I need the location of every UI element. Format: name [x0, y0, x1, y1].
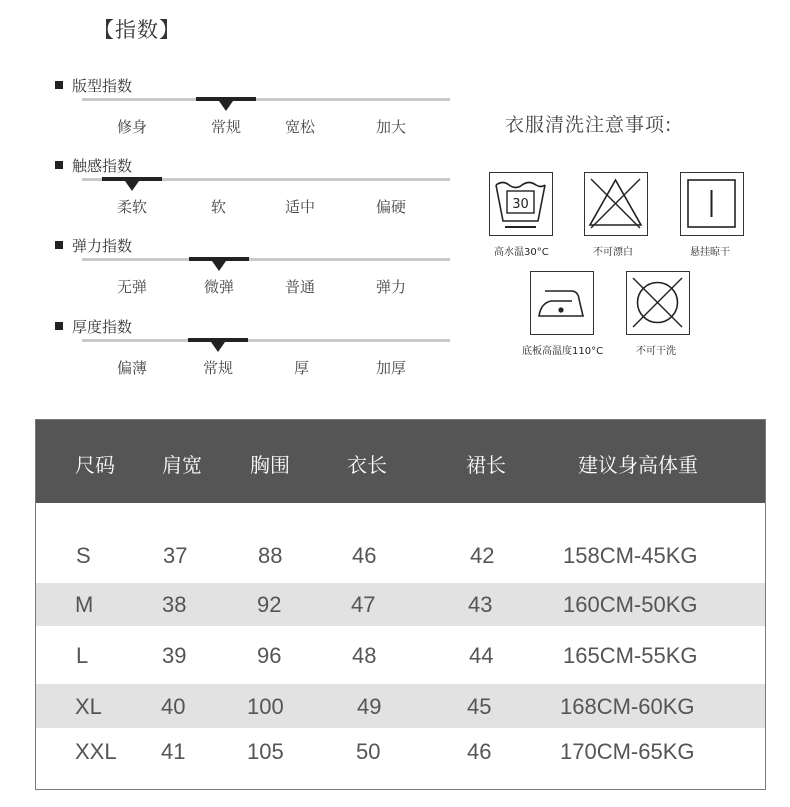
thickness-index-label: 厚度指数 [55, 316, 132, 337]
cell-size: S [76, 543, 91, 568]
wash-30-icon [489, 172, 553, 236]
cell-recommended: 168CM-60KG [560, 694, 695, 719]
cell-shoulder: 39 [162, 643, 187, 668]
cell-skirt-length: 45 [467, 694, 492, 719]
cell-length: 48 [352, 643, 377, 668]
no-bleach-caption: 不可漂白 [593, 247, 633, 258]
cell-size: XXL [75, 739, 117, 764]
bullet-square-icon [55, 322, 63, 330]
cell-size: M [75, 592, 94, 617]
cell-skirt-length: 46 [467, 739, 492, 764]
fit-option-2: 常规 [211, 118, 242, 136]
no-bleach-icon [584, 172, 648, 236]
touch-option-2: 软 [211, 198, 227, 216]
cell-length: 47 [351, 592, 376, 617]
stretch-option-2: 微弹 [204, 278, 235, 296]
cell-chest: 92 [257, 592, 282, 617]
header-length: 衣长 [347, 453, 387, 477]
thickness-option-2: 常规 [203, 359, 234, 377]
fit-index-track [82, 98, 450, 101]
header-skirt-length: 裙长 [466, 453, 506, 477]
cell-shoulder: 40 [161, 694, 186, 719]
cell-recommended: 158CM-45KG [563, 543, 698, 568]
fit-option-3: 宽松 [285, 118, 316, 136]
cell-chest: 96 [257, 643, 282, 668]
cell-shoulder: 41 [161, 739, 186, 764]
thickness-index [55, 316, 450, 386]
thickness-index-marker [188, 338, 248, 342]
touch-index [55, 155, 450, 225]
table-row [36, 684, 765, 728]
cell-recommended: 170CM-65KG [560, 739, 695, 764]
iron-icon [530, 271, 594, 335]
cell-shoulder: 38 [162, 592, 187, 617]
fit-option-1: 修身 [117, 118, 148, 136]
thickness-option-3: 厚 [294, 359, 310, 377]
stretch-option-3: 普通 [285, 278, 316, 296]
table-row [36, 728, 765, 790]
table-row [36, 528, 765, 583]
table-row [36, 626, 765, 684]
cell-chest: 88 [258, 543, 283, 568]
cell-chest: 100 [247, 694, 284, 719]
thickness-option-1: 偏薄 [117, 359, 148, 377]
care-title: 衣服清洗注意事项: [505, 114, 673, 136]
cell-recommended: 165CM-55KG [563, 643, 698, 668]
bullet-square-icon [55, 81, 63, 89]
fit-index-marker [196, 97, 256, 101]
stretch-option-4: 弹力 [376, 278, 407, 296]
header-size: 尺码 [75, 453, 115, 477]
size-table [35, 419, 766, 790]
wash-30-caption: 高水温30°C [494, 247, 549, 258]
section-title: 【指数】 [93, 18, 181, 42]
bullet-square-icon [55, 241, 63, 249]
stretch-index-track [82, 258, 450, 261]
cell-chest: 105 [247, 739, 284, 764]
touch-index-marker [102, 177, 162, 181]
header-recommended: 建议身高体重 [578, 453, 698, 477]
cell-shoulder: 37 [163, 543, 188, 568]
table-row [36, 583, 765, 626]
fit-index-label: 版型指数 [55, 75, 132, 96]
stretch-index-label: 弹力指数 [55, 235, 132, 256]
fit-index [55, 75, 450, 145]
iron-caption: 底板高温度110°C [522, 346, 604, 357]
header-shoulder: 肩宽 [162, 453, 202, 477]
stretch-index-marker [189, 257, 249, 261]
cell-length: 46 [352, 543, 377, 568]
cell-size: XL [75, 694, 102, 719]
thickness-option-4: 加厚 [376, 359, 407, 377]
hang-dry-caption: 悬挂晾干 [690, 247, 730, 258]
touch-option-4: 偏硬 [376, 198, 407, 216]
hang-dry-icon [680, 172, 744, 236]
cell-skirt-length: 44 [469, 643, 494, 668]
cell-size: L [76, 643, 89, 668]
cell-skirt-length: 42 [470, 543, 495, 568]
cell-skirt-length: 43 [468, 592, 493, 617]
stretch-option-1: 无弹 [117, 278, 148, 296]
cell-length: 49 [357, 694, 382, 719]
cell-length: 50 [356, 739, 381, 764]
no-dryclean-icon [626, 271, 690, 335]
stretch-index [55, 235, 450, 305]
cell-recommended: 160CM-50KG [563, 592, 698, 617]
touch-index-label: 触感指数 [55, 155, 132, 176]
thickness-index-track [82, 339, 450, 342]
fit-option-4: 加大 [376, 118, 407, 136]
touch-option-3: 适中 [285, 198, 316, 216]
svg-text:30: 30 [512, 197, 529, 212]
no-dryclean-caption: 不可干洗 [636, 346, 676, 357]
touch-option-1: 柔软 [117, 198, 148, 216]
bullet-square-icon [55, 161, 63, 169]
header-chest: 胸围 [250, 453, 290, 477]
size-table-header [36, 420, 765, 503]
